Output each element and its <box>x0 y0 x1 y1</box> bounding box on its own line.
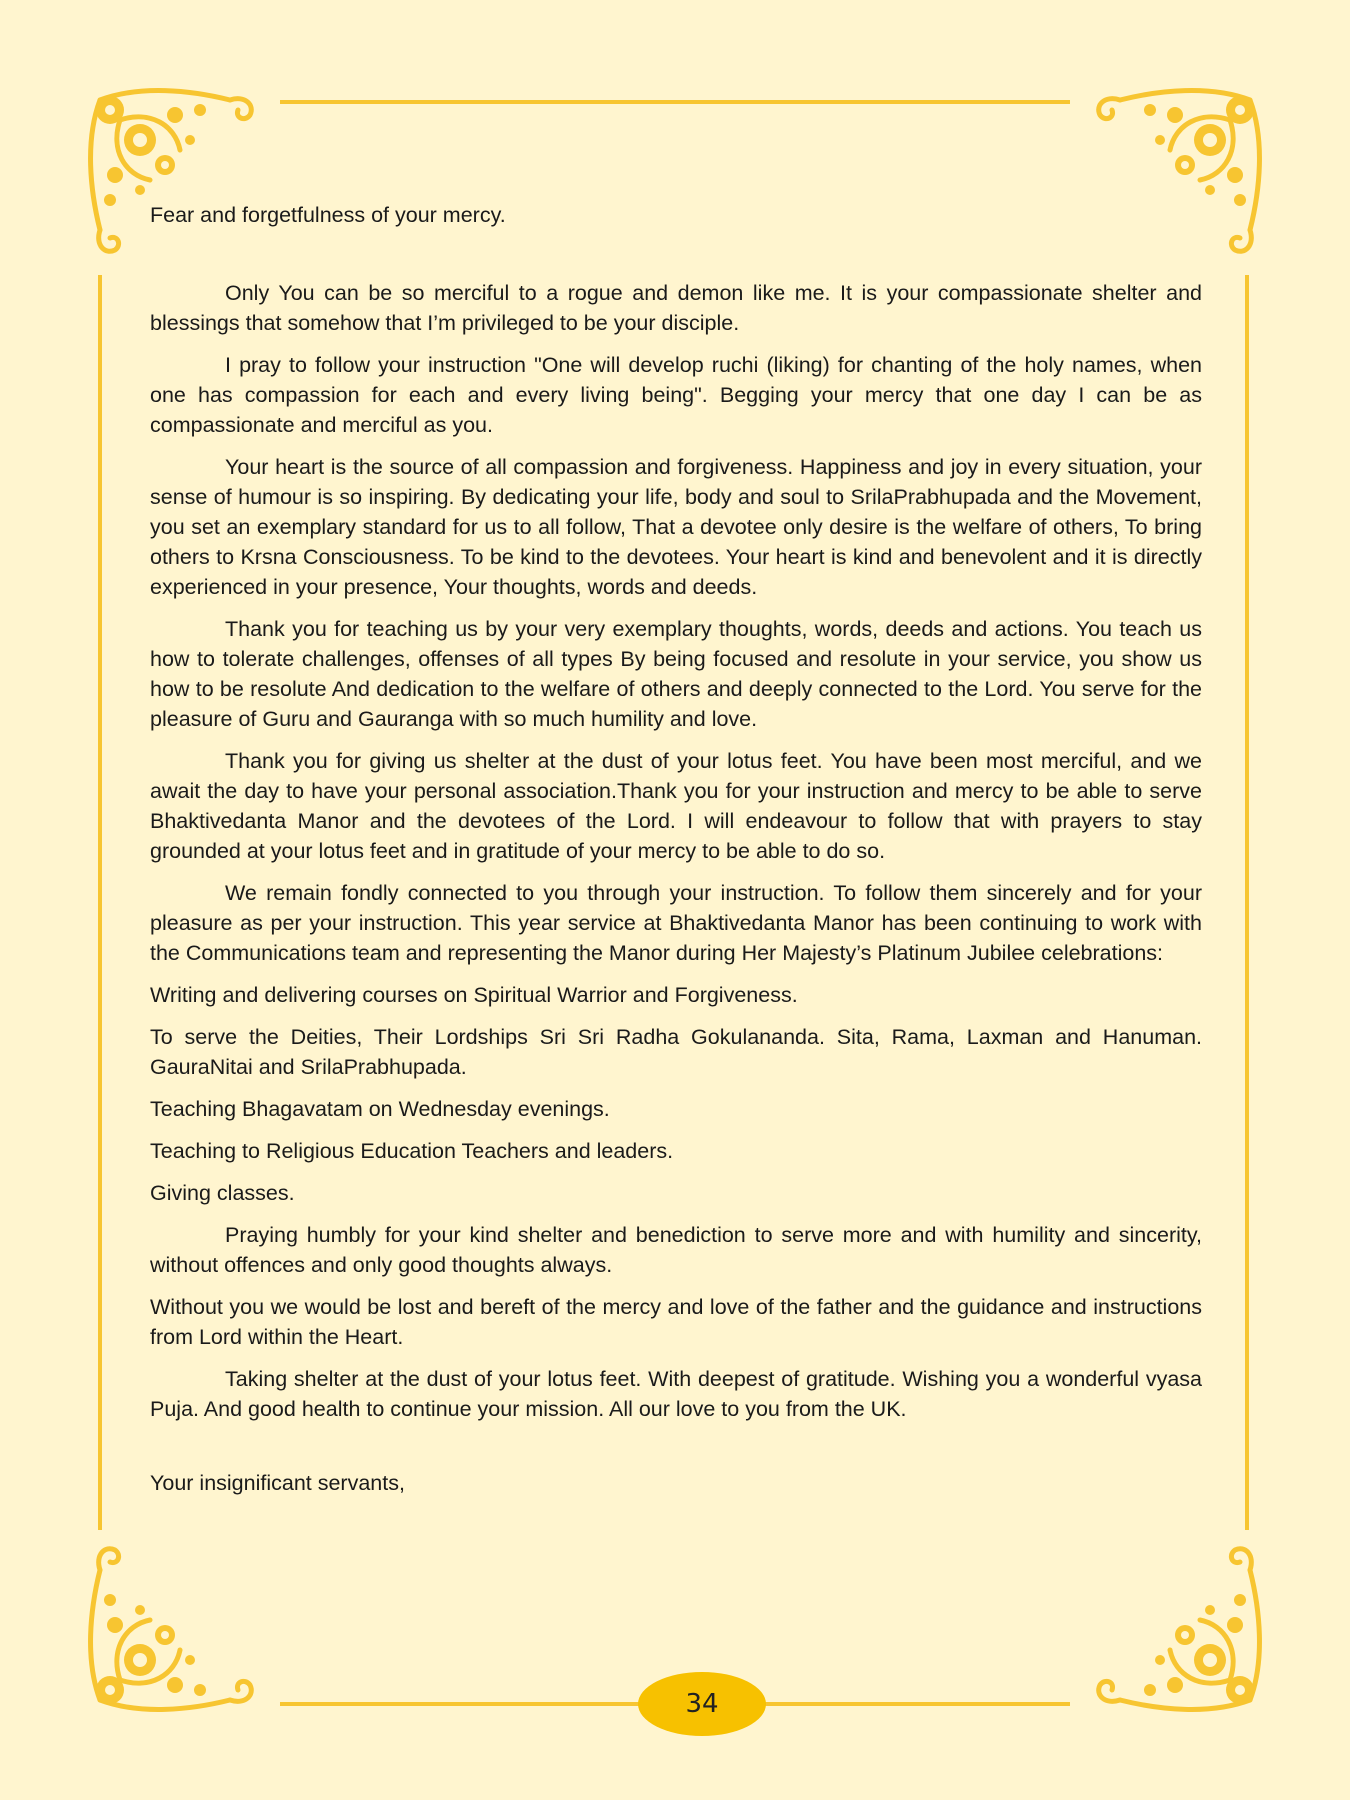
paragraph: We remain fondly connected to you through your instruction. To follow them sincerely and for your pleasure as per your instruction. This year service at Bhaktivedanta Manor has been continuing to work with the Communications team and representing the Manor during Her Majesty’s Platinum Jubilee celebrations: <box>150 881 1202 965</box>
border-bottom-left-line <box>280 1702 640 1706</box>
letter-body <box>150 200 1202 1510</box>
floral-corner-ornament-icon <box>80 1520 280 1720</box>
list-item: Teaching Bhagavatam on Wednesday evenings. <box>150 1097 610 1121</box>
border-top-line <box>280 100 1070 104</box>
floral-corner-ornament-icon <box>1070 1520 1270 1720</box>
border-right-line <box>1245 275 1249 1530</box>
signature-line: Your insignificant servants, <box>150 1471 405 1495</box>
border-left-line <box>98 275 102 1530</box>
border-bottom-right-line <box>765 1702 1070 1706</box>
page-number: 34 <box>685 1689 719 1719</box>
list-item: To serve the Deities, Their Lordships Sri Sri Radha Gokulananda. Sita, Rama, Laxman and Hanuman. GauraNitai and SrilaPrabhupada. <box>150 1025 1202 1079</box>
page-number-badge <box>638 1672 766 1736</box>
paragraph: Taking shelter at the dust of your lotus feet. With deepest of gratitude. Wishing you a wonderful vyasa Puja. And good health to continue your mission. All our love to you from the UK. <box>150 1367 1202 1421</box>
list-item: Writing and delivering courses on Spiritual Warrior and Forgiveness. <box>150 983 798 1007</box>
paragraph: Only You can be so merciful to a rogue and demon like me. It is your compassionate shelter and blessings that somehow that I’m privileged to be your disciple. <box>150 281 1202 335</box>
paragraph: Fear and forgetfulness of your mercy. <box>150 203 506 227</box>
paragraph: Your heart is the source of all compassion and forgiveness. Happiness and joy in every situation, your sense of humour is so inspiring. By dedicating your life, body and soul to SrilaPrabhupada and the Movement, you set an exemplary standard for us to all follow, That a devotee only desire is the welfare of others, To bring others to Krsna Consciousness. To be kind to the devotees. Your heart is kind and benevolent and it is directly experienced in your presence, Your thoughts, words and deeds. <box>150 455 1202 599</box>
list-item: Giving classes. <box>150 1181 295 1205</box>
paragraph: I pray to follow your instruction "One will develop ruchi (liking) for chanting of the holy names, when one has compassion for each and every living being". Begging your mercy that one day I can be as compassionate and merciful as you. <box>150 353 1202 437</box>
paragraph: Without you we would be lost and bereft of the mercy and love of the father and the guidance and instructions from Lord within the Heart. <box>150 1295 1202 1349</box>
paragraph: Praying humbly for your kind shelter and benediction to serve more and with humility and sincerity, without offences and only good thoughts always. <box>150 1223 1202 1277</box>
paragraph: Thank you for teaching us by your very exemplary thoughts, words, deeds and actions. You teach us how to tolerate challenges, offenses of all types By being focused and resolute in your service, you show us how to be resolute And dedication to the welfare of others and deeply connected to the Lord. You serve for the pleasure of Guru and Gauranga with so much humility and love. <box>150 617 1202 731</box>
paragraph: Thank you for giving us shelter at the dust of your lotus feet. You have been most merciful, and we await the day to have your personal association.Thank you for your instruction and mercy to be able to serve Bhaktivedanta Manor and the devotees of the Lord. I will endeavour to follow that with prayers to stay grounded at your lotus feet and in gratitude of your mercy to be able to do so. <box>150 749 1202 863</box>
list-item: Teaching to Religious Education Teachers and leaders. <box>150 1139 674 1163</box>
